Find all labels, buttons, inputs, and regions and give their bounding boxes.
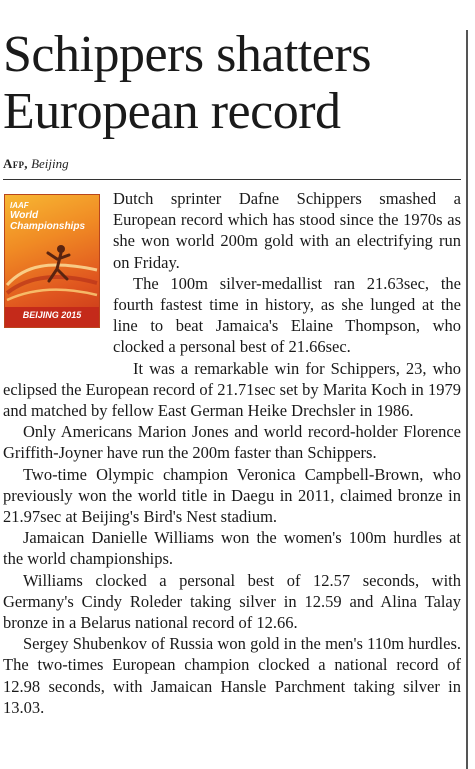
- byline: [3, 156, 69, 172]
- logo-spacer: [3, 188, 113, 358]
- article-paragraph: Only Americans Marion Jones and world record-holder Florence Griffith-Joyner have run the 200m faster than Schippers.: [3, 422, 461, 463]
- article-paragraph: It was a remarkable win for Schippers, 23, who eclipsed the European record of 21.71sec set by Marita Koch in 1979 and matched by fellow East German Heike Drechsler in 1986.: [3, 358, 461, 421]
- byline-divider: [3, 179, 461, 180]
- article-body: [3, 188, 461, 718]
- article-paragraph: Williams clocked a personal best of 12.57 seconds, with Germany's Cindy Roleder taking silver in 12.59 and Alina Talay bronze in a Belarus national record of 12.66.: [3, 570, 461, 633]
- logo-title-text: World Championships: [10, 210, 86, 232]
- byline-agency: Afp,: [3, 156, 28, 171]
- headline: Schippers shatters European record: [3, 26, 371, 140]
- article-paragraph: Sergey Shubenkov of Russia won gold in the men's 110m hurdles. The two-times European champion clocked a national record of 12.98 seconds, with Jamaican Hansle Parchment taking silver in 13.03.: [3, 634, 461, 717]
- article-paragraph: The 100m silver-medallist ran 21.63sec, the fourth fastest time in history, as she lunged at the line to beat Jamaica's Elaine Thompson, who clocked a personal best of 21.66sec.: [113, 273, 461, 357]
- byline-location: Beijing: [31, 156, 69, 171]
- article-paragraph: Jamaican Danielle Williams won the women's 100m hurdles at the world championships.: [3, 528, 461, 569]
- logo-event-text: BEIJING 2015: [22, 310, 82, 320]
- column-divider: [466, 30, 468, 769]
- logo-iaaf-text: IAAF: [10, 201, 29, 210]
- article-paragraph: Two-time Olympic champion Veronica Campbell-Brown, who previously won the world title in Daegu in 2011, claimed bronze in 21.97sec at Beijing's Bird's Nest stadium.: [3, 464, 461, 527]
- article-paragraph: Dutch sprinter Dafne Schippers smashed a European record which has stood since the 1970s as she won world 200m gold with an electrifying run on Friday.: [113, 189, 461, 272]
